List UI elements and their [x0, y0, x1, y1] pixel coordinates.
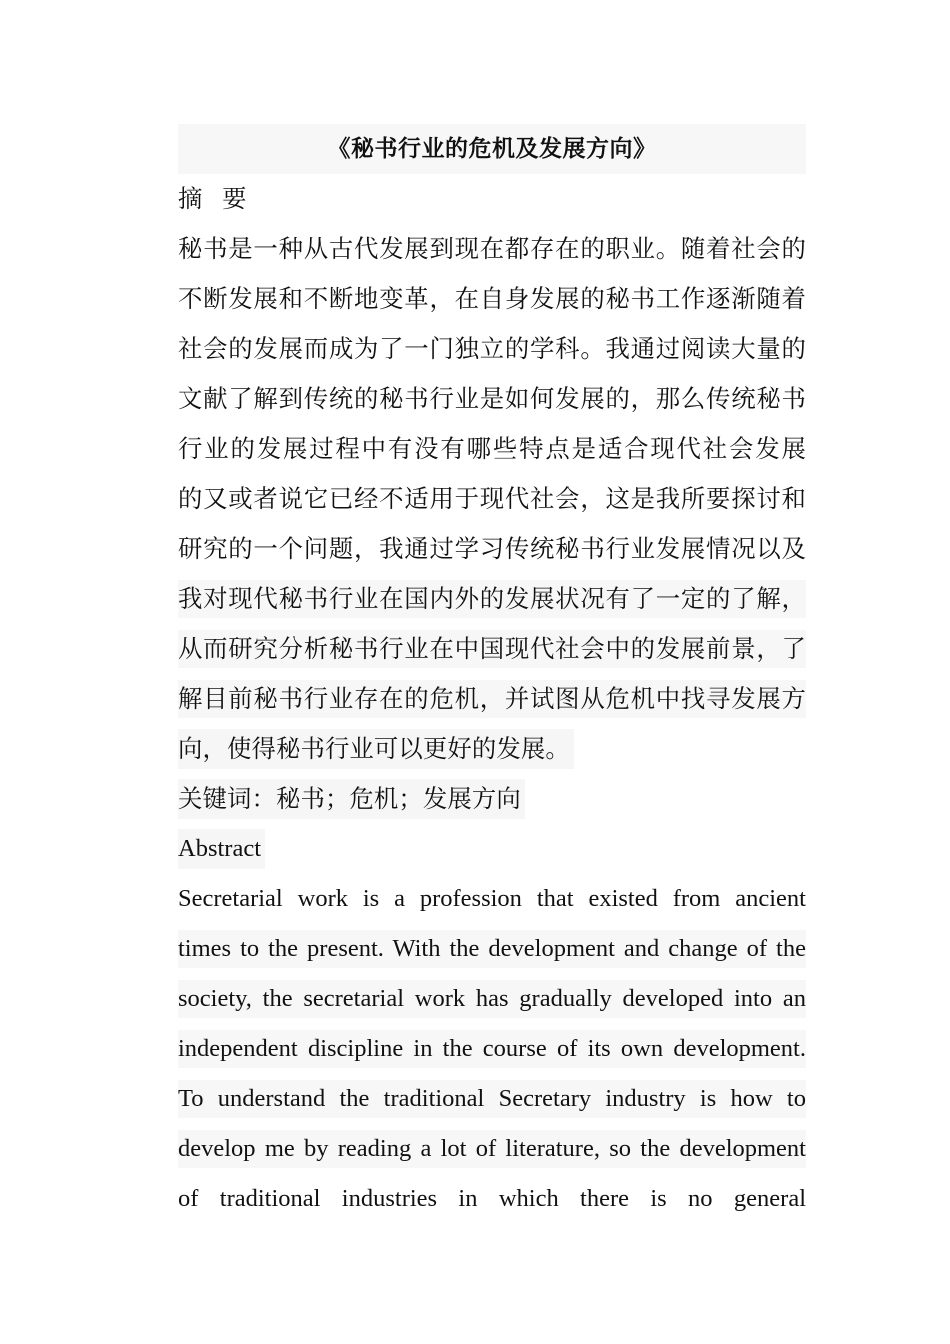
abstract-en-line: society, the secretarial work has gradually developed into an — [178, 974, 806, 1024]
abstract-zh-line: 不断发展和不断地变革，在自身发展的秘书工作逐渐随着 — [178, 284, 806, 313]
abstract-zh-line: 社会的发展而成为了一门独立的学科。我通过阅读大量的 — [178, 334, 806, 363]
keywords-zh — [178, 774, 806, 824]
abstract-zh-line: 从而研究分析秘书行业在中国现代社会中的发展前景，了 — [178, 624, 806, 674]
abstract-zh-line: 的又或者说它已经不适用于现代社会，这是我所要探讨和 — [178, 484, 806, 513]
abstract-zh-last-line — [178, 724, 806, 774]
abstract-zh-line: 行业的发展过程中有没有哪些特点是适合现代社会发展 — [178, 434, 806, 463]
abstract-zh — [178, 224, 806, 774]
abstract-zh-line: 研究的一个问题，我通过学习传统秘书行业发展情况以及 — [178, 534, 806, 563]
abstract-heading-zh: 摘 要 — [178, 184, 253, 213]
document-title: 《秘书行业的危机及发展方向》 — [178, 124, 806, 174]
abstract-zh-line: 秘书是一种从古代发展到现在都存在的职业。随着社会的 — [178, 234, 806, 263]
abstract-zh-line: 我对现代秘书行业在国内外的发展状况有了一定的了解， — [178, 574, 806, 624]
abstract-en — [178, 874, 806, 1224]
keywords-zh-text: 关键词：秘书；危机；发展方向 — [178, 779, 525, 819]
abstract-en-line: independent discipline in the course of its own development. — [178, 1024, 806, 1074]
abstract-heading-en-text: Abstract — [178, 829, 265, 869]
abstract-zh-line: 解目前秘书行业存在的危机，并试图从危机中找寻发展方 — [178, 674, 806, 724]
abstract-zh-line: 文献了解到传统的秘书行业是如何发展的，那么传统秘书 — [178, 384, 806, 413]
abstract-en-line: develop me by reading a lot of literature, so the development — [178, 1124, 806, 1174]
abstract-en-line: of traditional industries in which there is no general — [178, 1185, 806, 1212]
abstract-heading-en — [178, 824, 806, 874]
abstract-en-line: To understand the traditional Secretary industry is how to — [178, 1074, 806, 1124]
document-body — [178, 124, 806, 1224]
abstract-en-line: times to the present. With the development and change of the — [178, 924, 806, 974]
abstract-en-line: Secretarial work is a profession that existed from ancient — [178, 885, 806, 912]
abstract-zh-last-line-text: 向，使得秘书行业可以更好的发展。 — [178, 729, 574, 769]
